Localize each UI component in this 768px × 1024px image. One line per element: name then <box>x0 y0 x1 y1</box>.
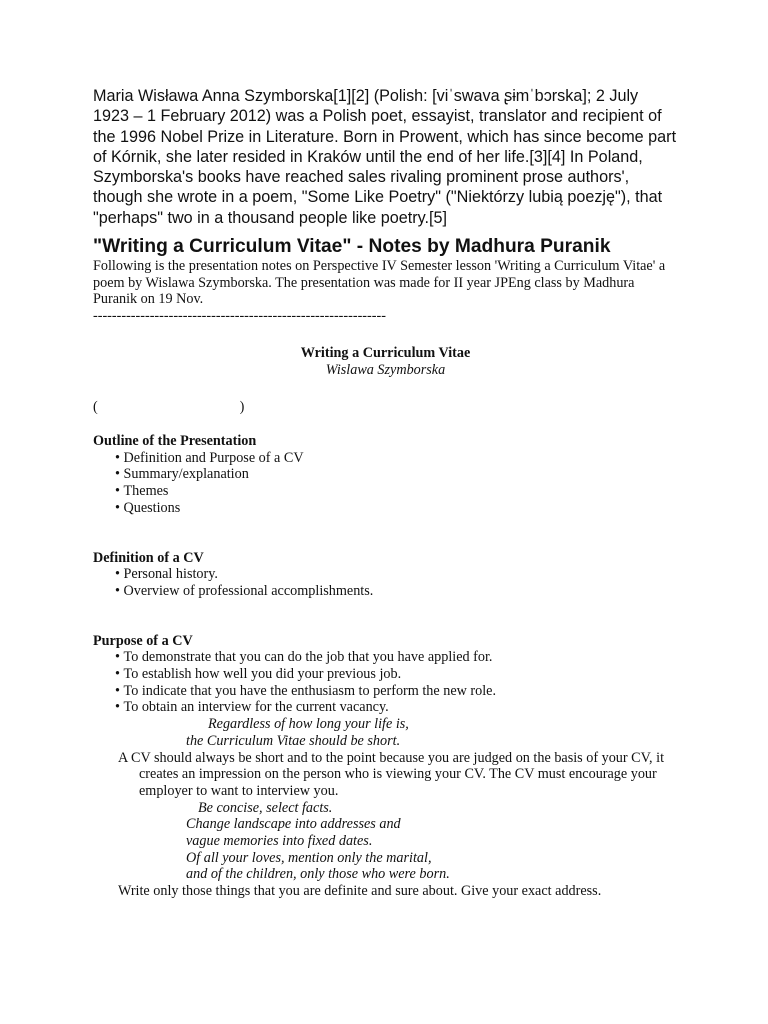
purpose-heading: Purpose of a CV <box>93 632 193 649</box>
poem-quote-line: Change landscape into addresses and <box>186 816 401 833</box>
poem-author: Wislawa Szymborska <box>325 361 446 378</box>
intro-paragraph: Maria Wisława Anna Szymborska[1][2] (Polish: [viˈswava ʂɨmˈbɔrska]; 2 July 1923 – 1 February 2012) was a Polish poet, essayist, translator and recipient of the 1996 Nobel Prize in Literature. Born in Prowent, which has since become part of Kórnik, she later resided in Kraków until the end of her life.[3][4] In Poland, Szymborska's books have reached sales rivaling prominent prose authors', though she wrote in a poem, "Some Like Poetry" ("Niektórzy lubią poezję"), that "perhaps" two in a thousand people like poetry.[5] <box>93 87 677 227</box>
definition-heading: Definition of a CV <box>93 549 204 566</box>
divider-line: -------------------------------------------------------------- <box>93 308 386 325</box>
subtitle-paragraph: Following is the presentation notes on Perspective IV Semester lesson 'Writing a Curriculum Vitae' a poem by Wislawa Szymborska. The presentation was made for II year JPEng class by Madhura Puranik on 19 Nov. <box>93 258 666 308</box>
poem-quote-line: the Curriculum Vitae should be short. <box>186 732 401 749</box>
poem-title: Writing a Curriculum Vitae <box>300 344 471 361</box>
page-title: "Writing a Curriculum Vitae" - Notes by Madhura Puranik <box>93 236 611 258</box>
outline-heading: Outline of the Presentation <box>93 433 257 449</box>
list-item: • To demonstrate that you can do the job that you have applied for. <box>115 649 678 666</box>
poem-heading <box>93 345 678 378</box>
note-text: A CV should always be short and to the point because you are judged on the basis of your CV, it creates an impression on the person who is viewing your CV. The CV must encourage your employer to want to interview you. <box>118 749 665 799</box>
list-item: • Personal history. <box>115 566 678 583</box>
list-item: • Definition and Purpose of a CV <box>115 450 678 467</box>
poem-quote-line: Of all your loves, mention only the marital, <box>186 849 432 866</box>
document-page <box>93 86 678 900</box>
poem-quote-line: vague memories into fixed dates. <box>186 833 373 850</box>
poem-quote-line: and of the children, only those who were born. <box>186 866 450 883</box>
purpose-list <box>93 649 678 716</box>
definition-list <box>93 566 678 599</box>
poem-quote-line: Be concise, select facts. <box>198 799 333 816</box>
list-item: • To obtain an interview for the current vacancy. <box>115 699 678 716</box>
list-item: • To establish how well you did your previous job. <box>115 666 678 683</box>
list-item: • Questions <box>115 500 678 517</box>
empty-parentheses: ( ) <box>93 399 245 416</box>
note-text: Write only those things that you are definite and sure about. Give your exact address. <box>118 883 602 900</box>
poem-quote-line: Regardless of how long your life is, <box>208 716 409 733</box>
list-item: • To indicate that you have the enthusiasm to perform the new role. <box>115 683 678 700</box>
list-item: • Overview of professional accomplishments. <box>115 583 678 600</box>
note-paragraph <box>93 750 678 800</box>
list-item: • Summary/explanation <box>115 466 678 483</box>
note-paragraph <box>93 883 678 900</box>
outline-list <box>93 450 678 517</box>
list-item: • Themes <box>115 483 678 500</box>
